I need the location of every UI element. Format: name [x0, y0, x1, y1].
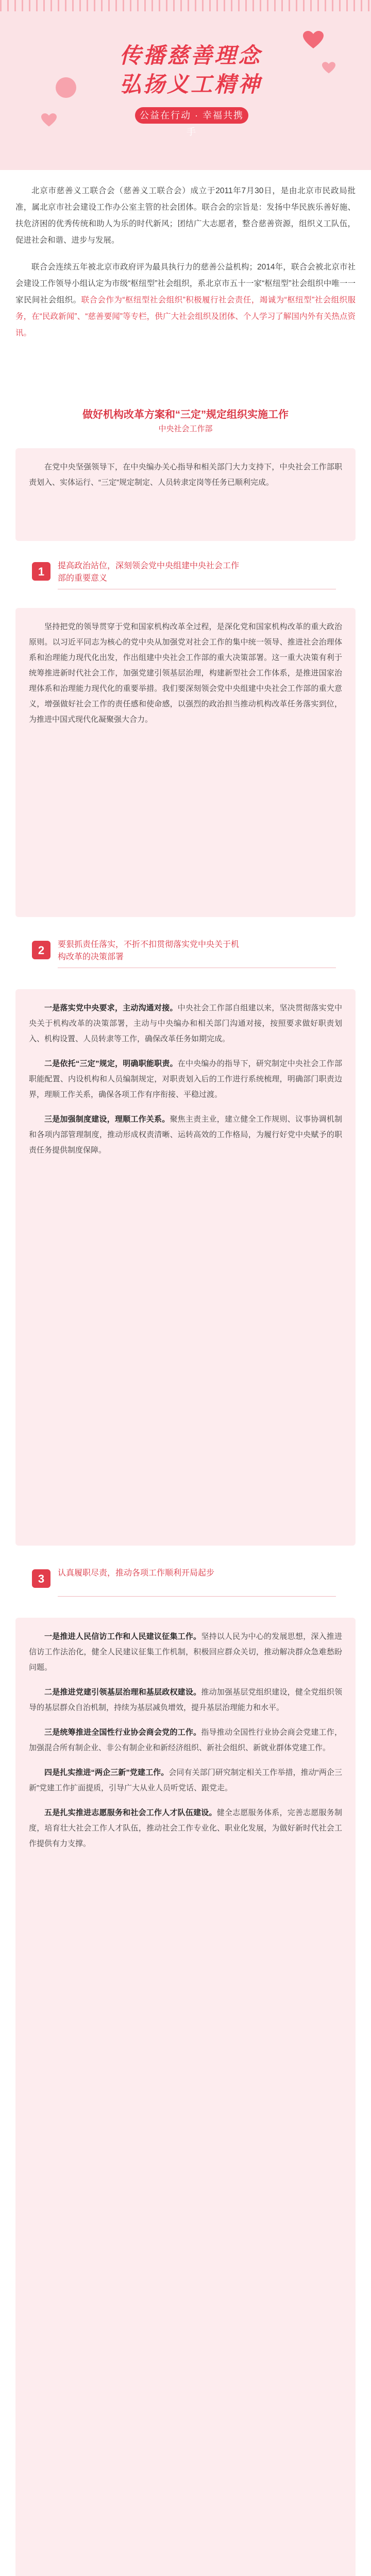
lead-text: 在党中央坚强领导下，在中央编办关心指导和相关部门大力支持下，中央社会工作部职责划入、实体运行、“三定”规定制定、人员转隶定岗等任务已顺利完成。	[29, 463, 342, 487]
section-card-1-text: 坚持把党的领导贯穿于党和国家机构改革全过程，是深化党和国家机构改革的重大政治原则。以习近平同志为核心的党中央从加强党对社会工作的集中统一领导、推进社会治理体系和治理能力现代化出发，作出组建中央社会工作部的重大决策部署。这一重大决策有利于统筹推进新时代社会工作，加强党建引领基层治理，构建新型社会工作体系，是推进国家治理体系和治理能力现代化的重要举措。我们要深刻领会党中央组建中央社会工作部的重大意义，增强做好社会工作的责任感和使命感，以强烈的政治担当推动机构改革任务落实到位，为推进中国式现代化凝聚强大合力。	[29, 622, 342, 724]
number-two-icon	[31, 940, 52, 960]
intro-text	[15, 183, 356, 352]
hero-title	[106, 41, 276, 99]
number-one-icon	[31, 561, 52, 582]
intro-paragraph-2-plain: 联合会连续五年被北京市政府评为最具执行力的慈善公益机构；2014年，联合会被北京市社会建设工作领导小组认定为市级“枢纽型”社会组织，系北京市五十一家“枢纽型”社会组织中唯一一家民间社会组织。	[15, 263, 356, 304]
section-card-2-paragraph-2	[29, 1056, 342, 1103]
section-card-2	[15, 989, 356, 1546]
intro-paragraph-2-highlight: 联合会作为“枢纽型社会组织”积极履行社会责任，竭诚为“枢纽型”社会组织服务，在“民政新闻”、“慈善要闻”等专栏，供广大社会组织及团体、个人学习了解国内外有关热点资讯。	[15, 296, 356, 337]
paragraph-body: 坚持以人民为中心的发展思想，深入推进信访工作法治化，健全人民建议征集工作机制，积极回应群众关切，推动解决群众急难愁盼问题。	[29, 1632, 342, 1672]
paragraph-lead: 二是依托“三定”规定，明确职能职责。	[44, 1059, 178, 1068]
paragraph-body: 会同有关部门研究制定相关工作举措，推动“两企三新”党建工作扩面提质，引导广大从业人员听党话、跟党走。	[29, 1768, 342, 1792]
heart-icon	[303, 31, 324, 49]
section-card-3-paragraph-3	[29, 1725, 342, 1756]
section-heading-3-text: 认真履职尽责，推动各项工作顺利开局起步	[58, 1569, 215, 1578]
svg-text:2: 2	[38, 944, 45, 957]
article-header	[0, 407, 371, 436]
paragraph-body: 指导推动全国性行业协会商会党建工作，加强混合所有制企业、非公有制企业和新经济组织、新社会组织、新就业群体党建工作。	[29, 1728, 342, 1752]
section-heading-2-text: 要狠抓责任落实，不折不扣贯彻落实党中央关于机构改革的决策部署	[58, 940, 240, 961]
paragraph-lead: 一是推进人民信访工作和人民建议征集工作。	[44, 1632, 201, 1641]
paragraph-lead: 一是落实党中央要求，主动沟通对接。	[44, 1004, 178, 1012]
section-card-1	[15, 608, 356, 917]
section-card-3-paragraph-5	[29, 1805, 342, 1852]
hero-banner	[0, 0, 371, 170]
article-title: 做好机构改革方案和“三定”规定组织实施工作	[82, 409, 289, 420]
section-card-3-paragraph-1	[29, 1629, 342, 1675]
paragraph-lead: 四是扎实推进“两企三新”党建工作。	[44, 1768, 169, 1777]
section-card-3	[15, 1618, 356, 2576]
heart-icon	[41, 113, 57, 127]
section-heading-1	[31, 559, 340, 592]
paragraph-body: 推动加强基层党组织建设，健全党组织领导的基层群众自治机制，持续为基层减负增效，提升基层治理能力和水平。	[29, 1688, 342, 1712]
paragraph-body: 健全志愿服务体系，完善志愿服务制度，培育壮大社会工作人才队伍，推动社会工作专业化、职业化发展，为做好新时代社会工作提供有力支撑。	[29, 1808, 342, 1848]
paragraph-lead: 三是统筹推进全国性行业协会商会党的工作。	[44, 1728, 201, 1737]
section-card-3-paragraph-2	[29, 1685, 342, 1716]
section-heading-3	[31, 1566, 340, 1599]
divider	[58, 1596, 336, 1597]
decorative-stripes	[0, 0, 371, 11]
hero-title-line2: 弘扬义工精神	[119, 72, 262, 97]
paragraph-lead: 五是扎实推进志愿服务和社会工作人才队伍建设。	[44, 1808, 217, 1817]
heart-icon	[322, 62, 335, 74]
paragraph-lead: 二是推进党建引领基层治理和基层政权建设。	[44, 1688, 201, 1697]
section-card-2-paragraph-1	[29, 1001, 342, 1047]
section-heading-1-text: 提高政治站位，深刻领会党中央组建中央社会工作部的重要意义	[58, 562, 240, 583]
svg-text:1: 1	[38, 565, 45, 578]
article-source: 中央社会工作部	[158, 425, 213, 433]
paragraph-body: 中央社会工作部自组建以来，坚决贯彻落实党中央关于机构改革的决策部署，主动与中央编办和相关部门沟通对接，按照要求做好职责划入、机构设置、人员转隶等工作，确保改革任务如期完成。	[29, 1004, 342, 1043]
hero-subtitle: 公益在行动 · 幸福共携手	[135, 107, 248, 124]
number-three-icon	[31, 1568, 52, 1589]
lead-card	[15, 448, 356, 541]
hand-icon	[56, 77, 76, 98]
intro-paragraph-2	[15, 259, 356, 342]
section-card-2-paragraph-3	[29, 1112, 342, 1158]
hero-title-line1: 传播慈善理念	[119, 43, 262, 68]
paragraph-lead: 三是加强制度建设，理顺工作关系。	[44, 1115, 170, 1124]
section-heading-2	[31, 938, 340, 971]
intro-paragraph-1: 北京市慈善义工联合会（慈善义工联合会）成立于2011年7月30日，是由北京市民政局批准，属北京市社会建设工作办公室主管的社会团体。联合会的宗旨是：发扬中华民族乐善好施、扶危济困的优秀传统和助人为乐的时代新风；团结广大志愿者，整合慈善资源，组织义工队伍，促进社会和谐、进步与发展。	[15, 187, 356, 245]
paragraph-body: 在中央编办的指导下，研究制定中央社会工作部职能配置、内设机构和人员编制规定，对职责划入后的工作进行系统梳理，明确部门职责边界，理顺工作关系，确保各项工作有序衔接、平稳过渡。	[29, 1059, 342, 1099]
section-card-3-paragraph-4	[29, 1765, 342, 1796]
paragraph-body: 聚焦主责主业，建立健全工作规则、议事协调机制和各项内部管理制度，推动形成权责清晰、运转高效的工作格局，为履行好党中央赋予的职责任务提供制度保障。	[29, 1115, 342, 1155]
svg-text:3: 3	[38, 1572, 45, 1585]
